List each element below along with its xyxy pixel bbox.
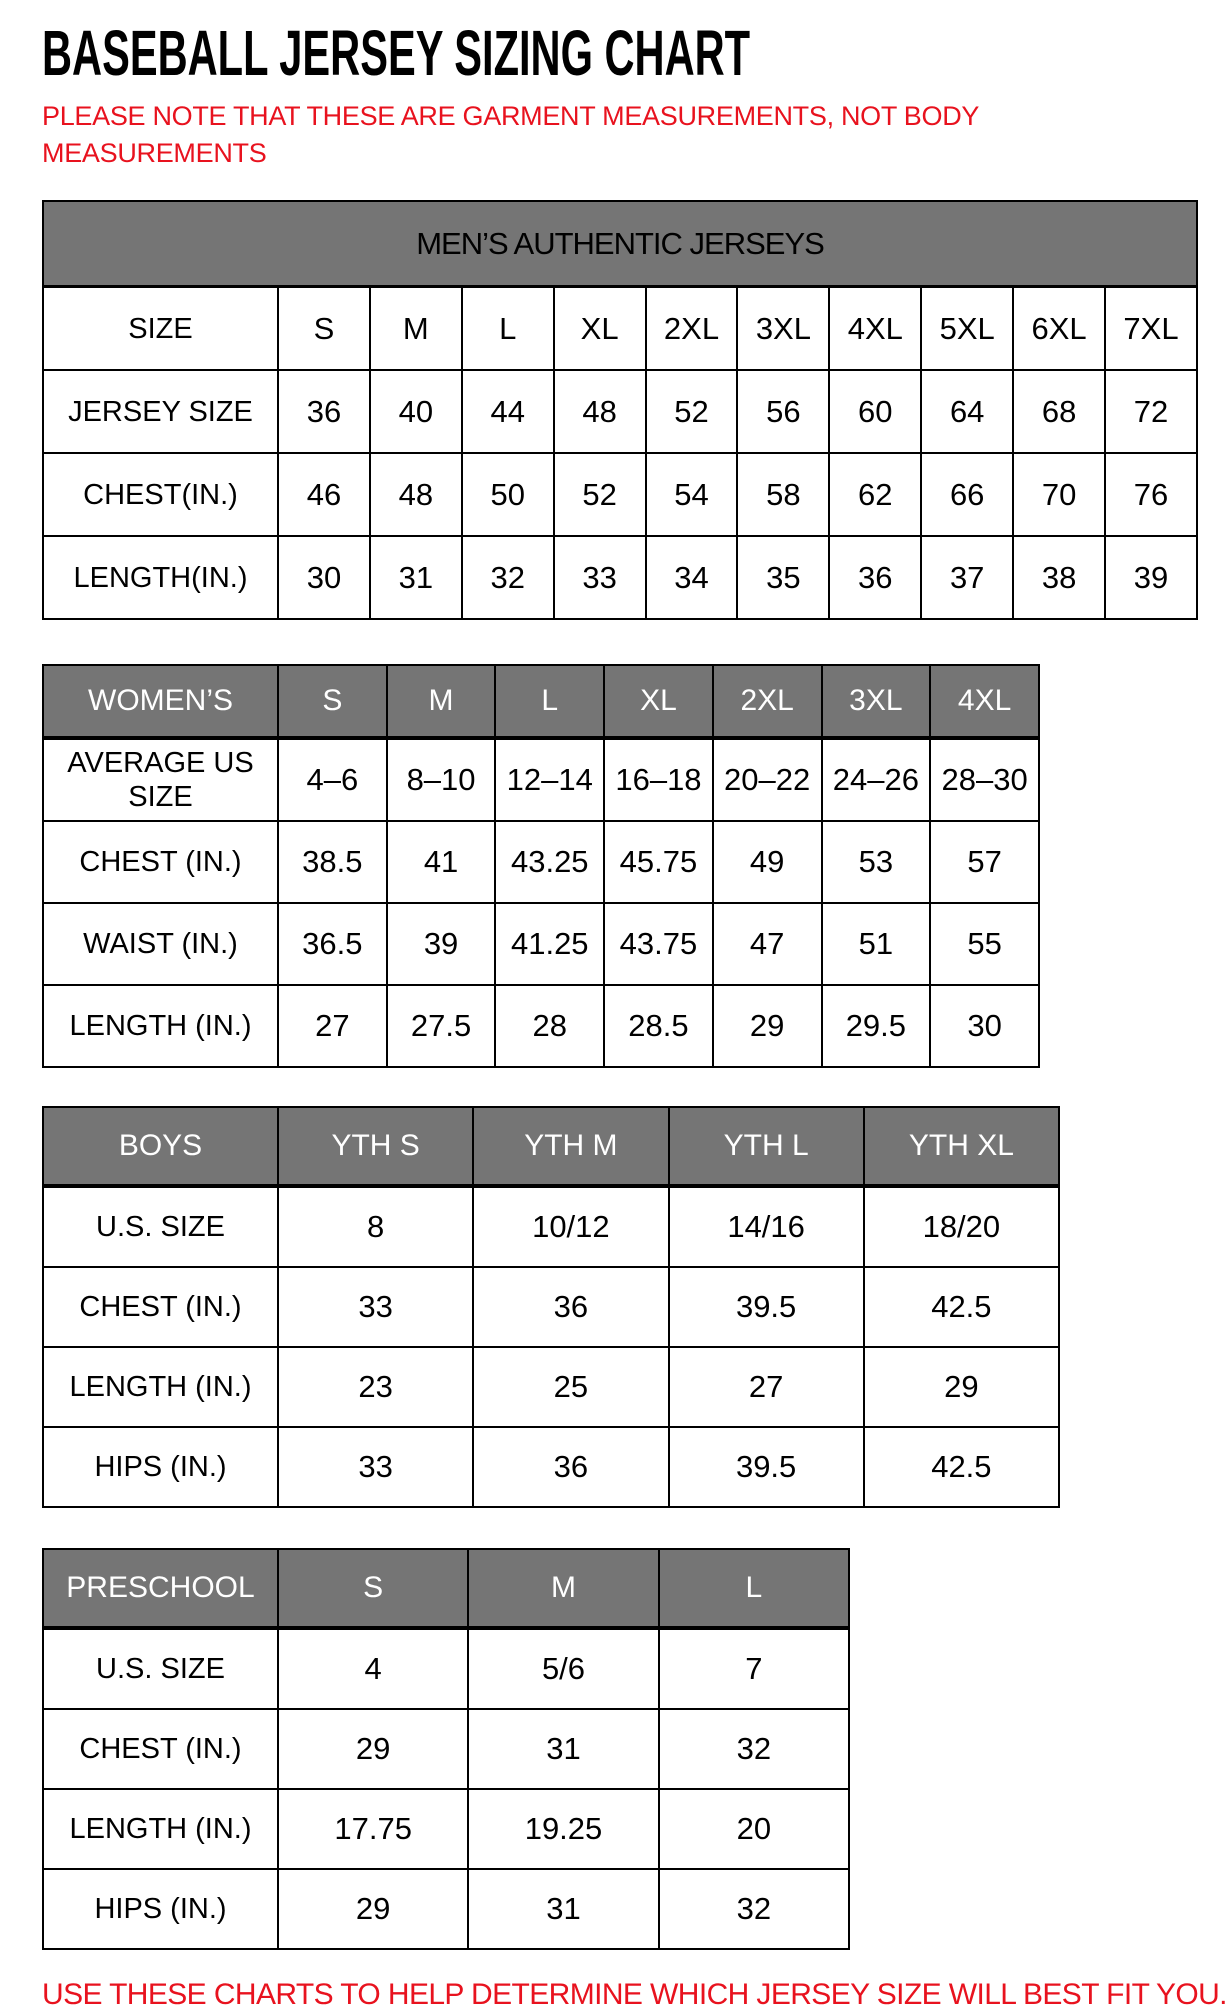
row-label: CHEST (IN.) — [43, 1267, 278, 1347]
table-cell: 32 — [659, 1709, 849, 1789]
table-cell: 36 — [829, 536, 921, 619]
table-cell: 38.5 — [278, 821, 387, 903]
table-cell: 29.5 — [822, 985, 931, 1067]
table-cell: 25 — [473, 1347, 668, 1427]
table-cell: 58 — [737, 453, 829, 536]
row-label: LENGTH (IN.) — [43, 1347, 278, 1427]
column-header: YTH XL — [864, 1107, 1059, 1186]
column-header: S — [278, 1549, 468, 1628]
table-cell: 72 — [1105, 370, 1197, 453]
table-cell: 29 — [713, 985, 822, 1067]
table-cell: 31 — [468, 1869, 658, 1949]
table-cell: 8–10 — [387, 738, 496, 821]
column-header: 2XL — [646, 287, 738, 371]
table-cell: 39.5 — [669, 1267, 864, 1347]
table-cell: 29 — [278, 1869, 468, 1949]
column-header: S — [278, 287, 370, 371]
column-header: 4XL — [829, 287, 921, 371]
column-header: XL — [604, 665, 713, 738]
table-cell: 28–30 — [930, 738, 1039, 821]
table-cell: 24–26 — [822, 738, 931, 821]
table-cell: 55 — [930, 903, 1039, 985]
row-label: LENGTH(IN.) — [43, 536, 278, 619]
table-cell: 42.5 — [864, 1427, 1059, 1507]
table-cell: 42.5 — [864, 1267, 1059, 1347]
table-cell: 35 — [737, 536, 829, 619]
row-label: CHEST(IN.) — [43, 453, 278, 536]
row-label: CHEST (IN.) — [43, 821, 278, 903]
table-cell: 12–14 — [495, 738, 604, 821]
table-cell: 39 — [387, 903, 496, 985]
table-row — [43, 1789, 849, 1869]
table-cell: 27 — [278, 985, 387, 1067]
table-cell: 30 — [278, 536, 370, 619]
table-cell: 36.5 — [278, 903, 387, 985]
table-cell: 17.75 — [278, 1789, 468, 1869]
table-cell: 37 — [921, 536, 1013, 619]
column-header: 2XL — [713, 665, 822, 738]
table-cell: 7 — [659, 1628, 849, 1709]
table-cell: 51 — [822, 903, 931, 985]
table-cell: 39 — [1105, 536, 1197, 619]
table-row — [43, 738, 1039, 821]
table-cell: 62 — [829, 453, 921, 536]
table-banner: MEN’S AUTHENTIC JERSEYS — [43, 201, 1197, 287]
table-cell: 4–6 — [278, 738, 387, 821]
table-cell: 41.25 — [495, 903, 604, 985]
table-cell: 39.5 — [669, 1427, 864, 1507]
column-header: 7XL — [1105, 287, 1197, 371]
table-row — [43, 453, 1197, 536]
table-cell: 29 — [864, 1347, 1059, 1427]
table-cell: 20–22 — [713, 738, 822, 821]
column-header: YTH L — [669, 1107, 864, 1186]
table-cell: 4 — [278, 1628, 468, 1709]
table-row — [43, 1347, 1059, 1427]
preschool-sizing-table — [42, 1548, 850, 1950]
table-cell: 18/20 — [864, 1186, 1059, 1267]
table-corner-label: WOMEN’S — [43, 665, 278, 738]
table-cell: 10/12 — [473, 1186, 668, 1267]
table-cell: 54 — [646, 453, 738, 536]
table-row — [43, 1628, 849, 1709]
table-row — [43, 536, 1197, 619]
column-header: 5XL — [921, 287, 1013, 371]
row-label: WAIST (IN.) — [43, 903, 278, 985]
table-row — [43, 1267, 1059, 1347]
table-cell: 46 — [278, 453, 370, 536]
table-cell: 28.5 — [604, 985, 713, 1067]
column-header: 6XL — [1013, 287, 1105, 371]
column-header: M — [370, 287, 462, 371]
table-cell: 29 — [278, 1709, 468, 1789]
table-row — [43, 1869, 849, 1949]
row-label: LENGTH (IN.) — [43, 985, 278, 1067]
column-header: L — [659, 1549, 849, 1628]
table-cell: 30 — [930, 985, 1039, 1067]
table-cell: 33 — [554, 536, 646, 619]
table-cell: 64 — [921, 370, 1013, 453]
row-label: U.S. SIZE — [43, 1186, 278, 1267]
table-cell: 31 — [370, 536, 462, 619]
page-title-text: BASEBALL JERSEY SIZING CHART — [42, 17, 751, 89]
table-cell: 34 — [646, 536, 738, 619]
table-cell: 76 — [1105, 453, 1197, 536]
row-label: HIPS (IN.) — [43, 1427, 278, 1507]
table-cell: 27 — [669, 1347, 864, 1427]
boys-sizing-table — [42, 1106, 1060, 1508]
table-cell: 44 — [462, 370, 554, 453]
column-header: L — [462, 287, 554, 371]
row-label: JERSEY SIZE — [43, 370, 278, 453]
table-cell: 19.25 — [468, 1789, 658, 1869]
page-title — [42, 17, 1220, 89]
table-cell: 45.75 — [604, 821, 713, 903]
table-cell: 14/16 — [669, 1186, 864, 1267]
table-row — [43, 1709, 849, 1789]
table-cell: 23 — [278, 1347, 473, 1427]
garment-measurement-note — [42, 98, 1220, 172]
table-cell: 52 — [554, 453, 646, 536]
note-line-1: PLEASE NOTE THAT THESE ARE GARMENT MEASUREMENTS, NOT BODY — [42, 101, 980, 131]
table-cell: 28 — [495, 985, 604, 1067]
table-cell: 40 — [370, 370, 462, 453]
table-cell: 68 — [1013, 370, 1105, 453]
table-cell: 32 — [462, 536, 554, 619]
column-header: 3XL — [737, 287, 829, 371]
footer-note: USE THESE CHARTS TO HELP DETERMINE WHICH JERSEY SIZE WILL BEST FIT YOU. — [42, 1978, 1227, 2011]
table-cell: 33 — [278, 1427, 473, 1507]
column-header: M — [468, 1549, 658, 1628]
column-header: XL — [554, 287, 646, 371]
table-cell: 41 — [387, 821, 496, 903]
table-cell: 27.5 — [387, 985, 496, 1067]
table-cell: 50 — [462, 453, 554, 536]
table-cell: 5/6 — [468, 1628, 658, 1709]
table-row — [43, 1427, 1059, 1507]
table-cell: 47 — [713, 903, 822, 985]
table-corner-label: SIZE — [43, 287, 278, 371]
column-header: YTH M — [473, 1107, 668, 1186]
mens-authentic-jerseys-table — [42, 200, 1198, 620]
table-cell: 60 — [829, 370, 921, 453]
table-cell: 57 — [930, 821, 1039, 903]
column-header: L — [495, 665, 604, 738]
table-cell: 43.75 — [604, 903, 713, 985]
table-cell: 38 — [1013, 536, 1105, 619]
column-header: M — [387, 665, 496, 738]
row-label: CHEST (IN.) — [43, 1709, 278, 1789]
column-header: 4XL — [930, 665, 1039, 738]
table-cell: 8 — [278, 1186, 473, 1267]
row-label: AVERAGE US SIZE — [43, 738, 278, 821]
table-cell: 56 — [737, 370, 829, 453]
table-cell: 48 — [554, 370, 646, 453]
note-line-2: MEASUREMENTS — [42, 138, 267, 168]
table-cell: 33 — [278, 1267, 473, 1347]
table-cell: 20 — [659, 1789, 849, 1869]
table-cell: 48 — [370, 453, 462, 536]
table-corner-label: PRESCHOOL — [43, 1549, 278, 1628]
table-corner-label: BOYS — [43, 1107, 278, 1186]
table-cell: 53 — [822, 821, 931, 903]
table-cell: 36 — [473, 1427, 668, 1507]
table-row — [43, 370, 1197, 453]
table-cell: 16–18 — [604, 738, 713, 821]
row-label: LENGTH (IN.) — [43, 1789, 278, 1869]
womens-sizing-table — [42, 664, 1040, 1068]
column-header: YTH S — [278, 1107, 473, 1186]
row-label: HIPS (IN.) — [43, 1869, 278, 1949]
table-row — [43, 903, 1039, 985]
table-cell: 36 — [278, 370, 370, 453]
row-label: U.S. SIZE — [43, 1628, 278, 1709]
table-cell: 49 — [713, 821, 822, 903]
table-cell: 36 — [473, 1267, 668, 1347]
column-header: S — [278, 665, 387, 738]
table-cell: 43.25 — [495, 821, 604, 903]
table-row — [43, 985, 1039, 1067]
table-cell: 70 — [1013, 453, 1105, 536]
table-cell: 52 — [646, 370, 738, 453]
column-header: 3XL — [822, 665, 931, 738]
table-cell: 32 — [659, 1869, 849, 1949]
table-row — [43, 1186, 1059, 1267]
table-cell: 66 — [921, 453, 1013, 536]
table-row — [43, 821, 1039, 903]
table-cell: 31 — [468, 1709, 658, 1789]
